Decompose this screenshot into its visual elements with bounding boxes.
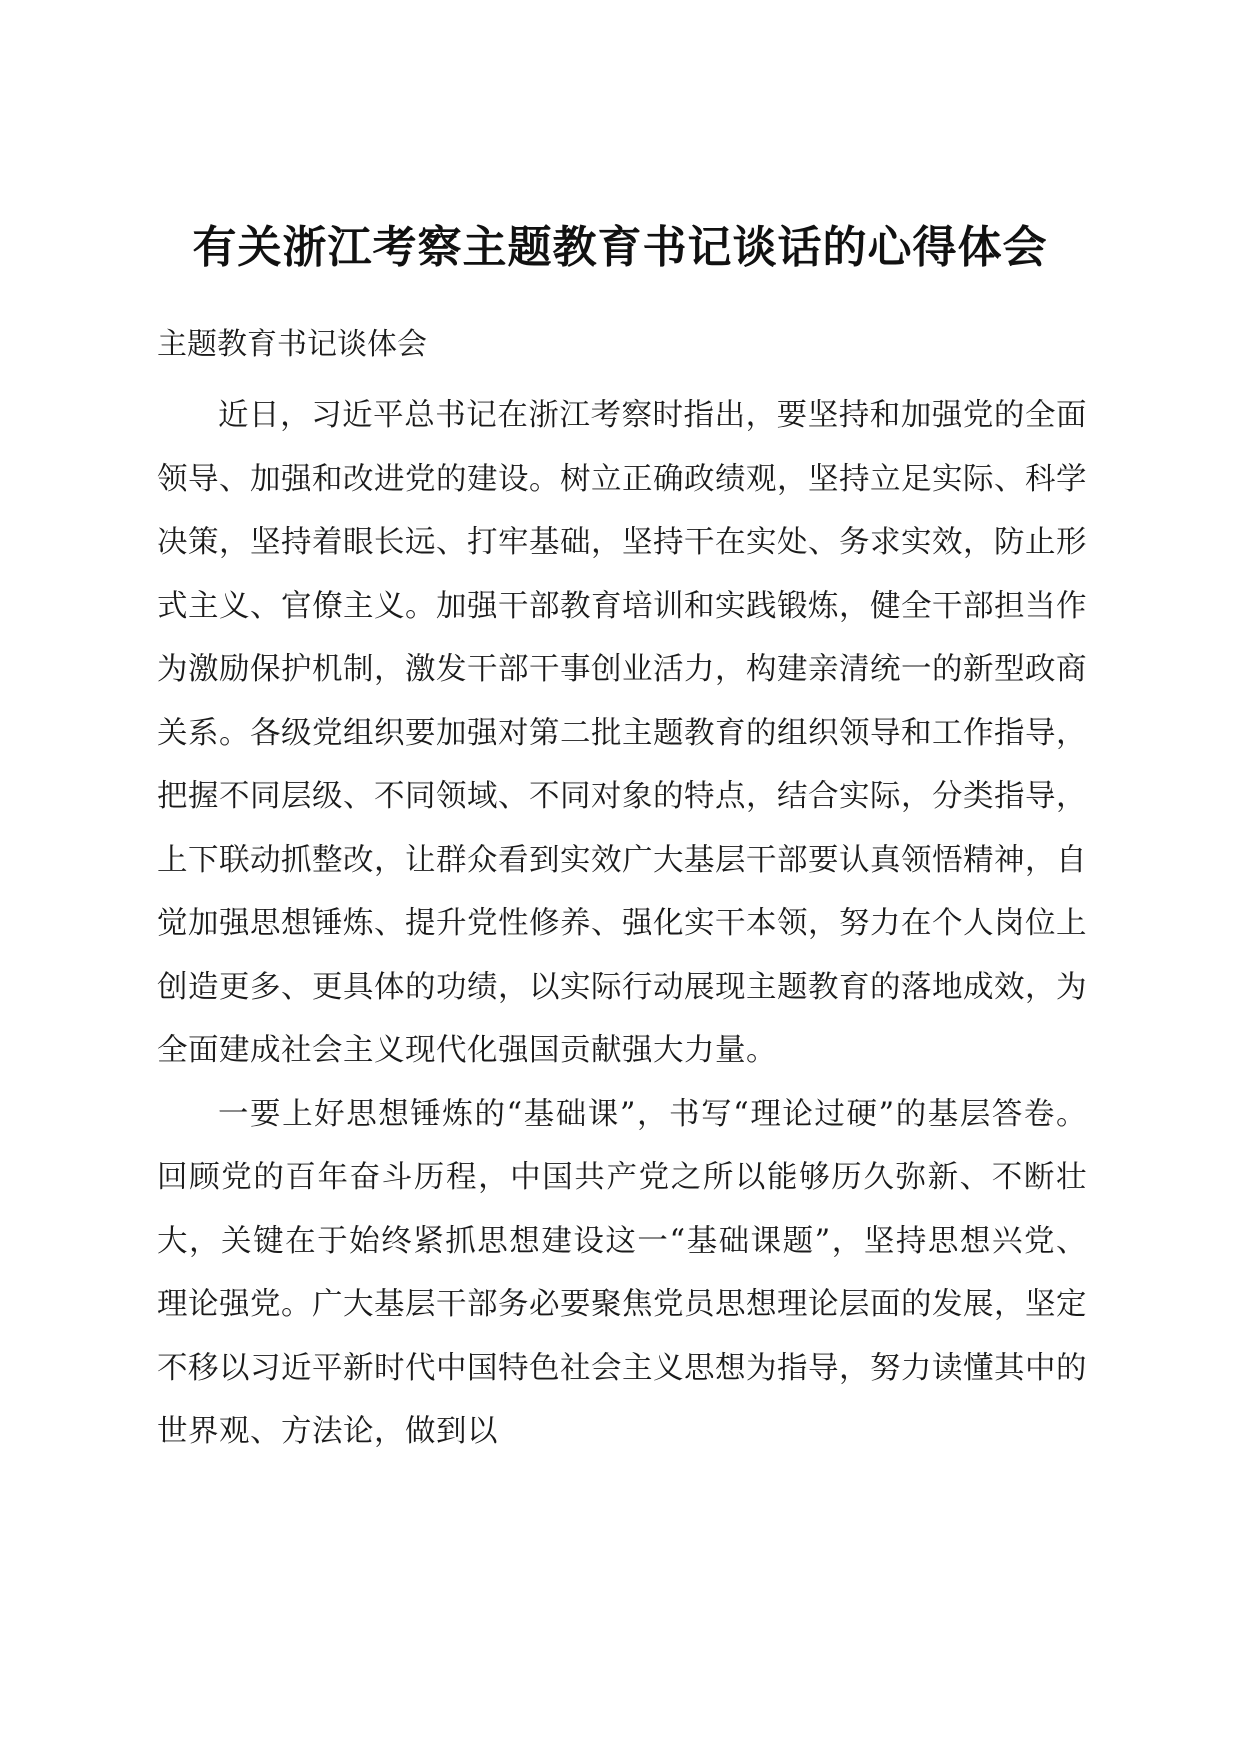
document-title: 有关浙江考察主题教育书记谈话的心得体会 — [192, 222, 1048, 273]
document-body — [157, 384, 1087, 1464]
body-paragraph-1: 近日，习近平总书记在浙江考察时指出，要坚持和加强党的全面领导、加强和改进党的建设。树立正确政绩观，坚持立足实际、科学决策，坚持着眼长远、打牢基础，坚持干在实处、务求实效，防止形式主义、官僚主义。加强干部教育培训和实践锻炼，健全干部担当作为激励保护机制，激发干部干事创业活力，构建亲清统一的新型政商关系。各级党组织要加强对第二批主题教育的组织领导和工作指导，把握不同层级、不同领域、不同对象的特点，结合实际，分类指导，上下联动抓整改，让群众看到实效广大基层干部要认真领悟精神，自觉加强思想锤炼、提升党性修养、强化实干本领，努力在个人岗位上创造更多、更具体的功绩，以实际行动展现主题教育的落地成效，为全面建成社会主义现代化强国贡献强大力量。 — [157, 398, 1087, 1068]
document-subtitle: 主题教育书记谈体会 — [157, 327, 427, 362]
body-paragraph-2: 一要上好思想锤炼的“基础课”，书写“理论过硬”的基层答卷。回顾党的百年奋斗历程，中国共产党之所以能够历久弥新、不断壮大，关键在于始终紧抓思想建设这一“基础课题”，坚持思想兴党、理论强党。广大基层干部务必要聚焦党员思想理论层面的发展，坚定不移以习近平新时代中国特色社会主义思想为指导，努力读懂其中的世界观、方法论，做到以 — [157, 1096, 1087, 1449]
